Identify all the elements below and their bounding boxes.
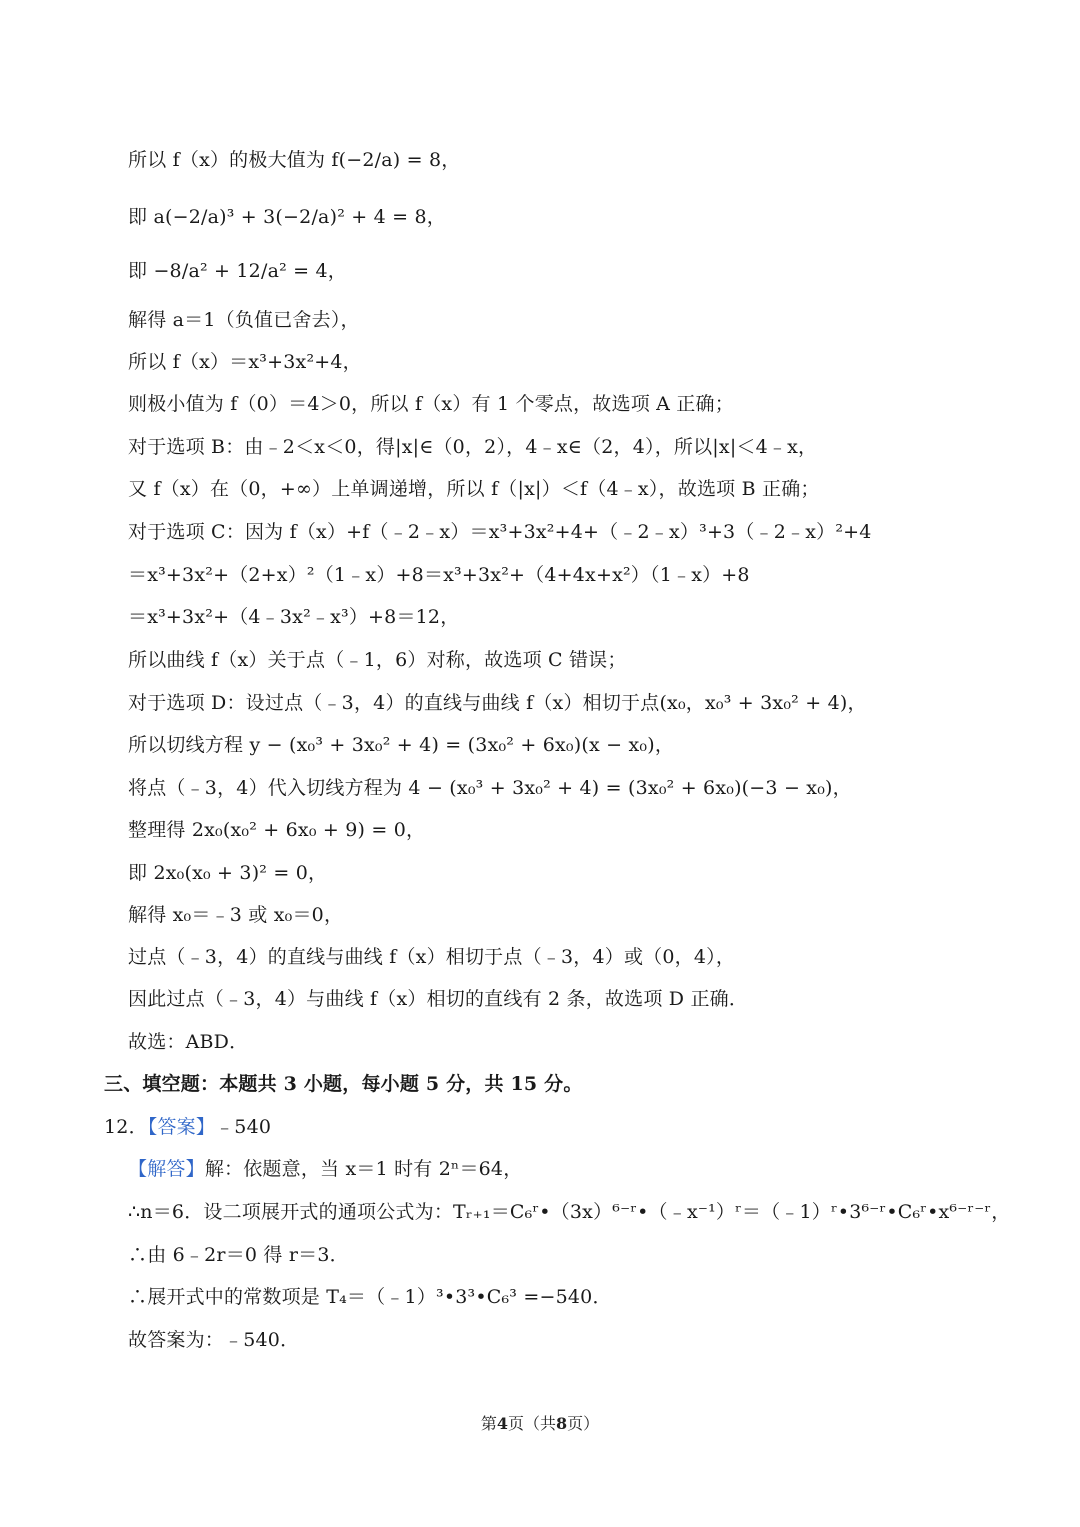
footer-page-number: 4 [496, 1414, 508, 1433]
question-12-analysis [128, 1154, 1028, 1184]
answer-tag: 【答案】 [147, 1116, 216, 1138]
answer-value: ﹣540 [215, 1116, 272, 1138]
solution-line: 对于选项 B：由﹣2＜x＜0，得|x|∈（0，2），4﹣x∈（2，4），所以|x|＜4﹣x， [128, 436, 818, 458]
solution-line: 即 2x₀(x₀ + 3)² = 0， [128, 862, 328, 884]
solution-line: 将点（﹣3，4）代入切线方程为 4 − (x₀³ + 3x₀² + 4) = (3x₀² + 6x₀)(−3 − x₀)， [128, 777, 852, 799]
solution-line: 解得 x₀＝﹣3 或 x₀＝0， [128, 904, 344, 926]
solution-line: 即 −8/a² + 12/a² = 4， [128, 260, 348, 282]
solution-line: 所以切线方程 y − (x₀³ + 3x₀² + 4) = (3x₀² + 6x₀)(x − x₀)， [128, 734, 675, 756]
analysis-line: ∴n＝6．设二项展开式的通项公式为：Tᵣ₊₁＝C₆ʳ•（3x）⁶⁻ʳ•（﹣x⁻¹）ʳ＝（﹣1）ʳ•3⁶⁻ʳ•C₆ʳ•x⁶⁻ʳ⁻ʳ， [128, 1201, 1011, 1223]
question-12-answer [104, 1112, 1004, 1142]
footer-middle: 页（共 [507, 1414, 556, 1433]
solution-line: 又 f（x）在（0，+∞）上单调递增，所以 f（|x|）＜f（4﹣x），故选项 B 正确； [128, 478, 820, 500]
solution-line: 对于选项 C：因为 f（x）+f（﹣2﹣x）＝x³+3x²+4+（﹣2﹣x）³+3（﹣2﹣x）²+4 [128, 521, 872, 543]
analysis-first-line: 解：依题意，当 x＝1 时有 2ⁿ＝64， [204, 1158, 523, 1180]
solution-line: 所以曲线 f（x）关于点（﹣1，6）对称，故选项 C 错误； [128, 649, 627, 671]
question-number: 12． [104, 1116, 148, 1138]
analysis-line: 故答案为：﹣540． [128, 1329, 300, 1351]
solution-line: ＝x³+3x²+（4﹣3x²﹣x³）+8＝12， [128, 606, 460, 628]
footer-prefix: 第 [480, 1414, 497, 1433]
footer-suffix: 页） [567, 1414, 600, 1433]
solution-line: 即 a(−2/a)³ + 3(−2/a)² + 4 = 8， [128, 206, 446, 228]
solution-line: 所以 f（x）的极大值为 f(−2/a) = 8， [128, 149, 461, 171]
solution-line: 因此过点（﹣3，4）与曲线 f（x）相切的直线有 2 条，故选项 D 正确． [128, 988, 749, 1010]
solution-line: 过点（﹣3，4）的直线与曲线 f（x）相切于点（﹣3，4）或（0，4）， [128, 946, 736, 968]
solution-line: 整理得 2x₀(x₀² + 6x₀ + 9) = 0， [128, 819, 426, 841]
analysis-line: ∴由 6﹣2r＝0 得 r＝3． [128, 1244, 349, 1266]
page-footer [0, 1412, 1080, 1436]
solution-line: 所以 f（x）＝x³+3x²+4， [128, 351, 362, 373]
solution-line: 对于选项 D：设过点（﹣3，4）的直线与曲线 f（x）相切于点(x₀，x₀³ + 3x₀² + 4)， [128, 692, 867, 714]
solution-line: 解得 a＝1（负值已舍去）， [128, 309, 360, 331]
solution-line: 则极小值为 f（0）＝4＞0，所以 f（x）有 1 个零点，故选项 A 正确； [128, 393, 734, 415]
footer-total-pages: 8 [556, 1414, 568, 1433]
analysis-tag: 【解答】 [128, 1158, 205, 1180]
solution-line: 故选：ABD． [128, 1031, 249, 1053]
analysis-line: ∴展开式中的常数项是 T₄＝（﹣1）³•3³•C₆³ =−540． [128, 1286, 612, 1308]
solution-line: ＝x³+3x²+（2+x）²（1﹣x）+8＝x³+3x²+（4+4x+x²）（1﹣x）+8 [128, 564, 750, 586]
section-heading: 三、填空题：本题共 3 小题，每小题 5 分，共 15 分。 [104, 1073, 583, 1095]
